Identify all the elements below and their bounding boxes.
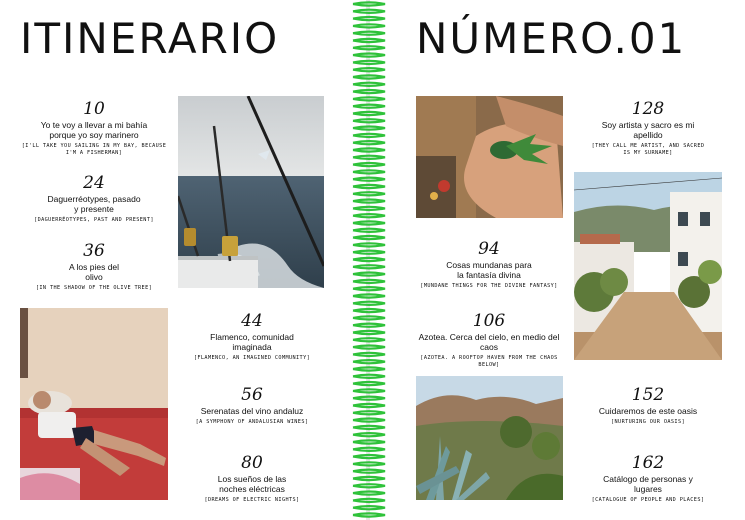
spiral-coil: [353, 24, 385, 27]
toc-entry[interactable]: [412, 312, 566, 369]
fishing-rods-sea-photo: [178, 96, 324, 288]
spiral-coil: [353, 32, 385, 35]
spiral-coil: [353, 83, 385, 86]
page-number: 24: [83, 173, 105, 193]
spiral-coil: [353, 309, 385, 312]
spiral-coil: [353, 382, 385, 385]
spiral-coil: [353, 236, 385, 239]
spiral-coil: [353, 163, 385, 166]
spiral-coil: [353, 353, 385, 356]
spiral-coil: [353, 61, 385, 64]
hands-crafting-photo: [416, 96, 563, 218]
spiral-coil: [353, 39, 385, 42]
entry-title-es: Serenatas del vino andaluz: [200, 406, 304, 416]
spiral-coil: [353, 170, 385, 173]
spiral-coil: [353, 112, 385, 115]
spiral-coil: [353, 273, 385, 276]
page-number: 152: [631, 385, 665, 405]
spiral-coil: [353, 97, 385, 100]
spiral-coil: [353, 397, 385, 400]
toc-entry[interactable]: [172, 454, 332, 504]
spiral-coil: [353, 462, 385, 465]
spiral-coil: [353, 265, 385, 268]
toc-entry[interactable]: [18, 242, 170, 292]
spiral-coil: [353, 338, 385, 341]
spiral-coil: [353, 141, 385, 144]
spiral-binding: [349, 0, 389, 520]
entry-title-es: Yo te voy a llevar a mi bahía porque yo soy marinero: [40, 120, 148, 140]
spiral-coil: [353, 207, 385, 210]
spiral-coil: [353, 214, 385, 217]
spiral-coil: [353, 455, 385, 458]
spiral-coil: [353, 492, 385, 495]
spiral-coil: [353, 513, 385, 516]
spiral-coil: [353, 280, 385, 283]
agave-landscape-photo: [416, 376, 563, 500]
toc-entry[interactable]: [172, 386, 332, 426]
entry-title-es: Azotea. Cerca del cielo, en medio del caos: [418, 332, 560, 352]
village-street-photo: [574, 172, 722, 360]
entry-title-en: [THEY CALL ME ARTIST, AND SACRED IS MY SURNAME]: [591, 143, 705, 156]
entry-title-es: A los pies del olivo: [68, 262, 120, 282]
page-number: 162: [631, 453, 665, 473]
entry-title-en: [AZOTEA. A ROOFTOP HAVEN FROM THE CHAOS BELOW]: [420, 355, 558, 368]
spiral-coil: [353, 324, 385, 327]
spiral-coil: [353, 192, 385, 195]
spiral-coil: [353, 200, 385, 203]
spiral-coil: [353, 243, 385, 246]
spiral-coil: [353, 375, 385, 378]
spiral-coil: [353, 367, 385, 370]
spiral-coil: [353, 105, 385, 108]
spiral-coil: [353, 426, 385, 429]
spiral-coil: [353, 148, 385, 151]
spiral-coil: [353, 119, 385, 122]
toc-entry[interactable]: [412, 240, 566, 290]
spiral-coil: [353, 419, 385, 422]
man-on-bed-photo: [20, 308, 168, 500]
page-number: 44: [241, 311, 263, 331]
spiral-coil: [353, 294, 385, 297]
spiral-coil: [353, 389, 385, 392]
toc-entry[interactable]: [18, 100, 170, 157]
title-right: NÚMERO.01: [416, 14, 687, 63]
page-number: 36: [83, 241, 105, 261]
spiral-coil: [353, 134, 385, 137]
entry-title-es: Cosas mundanas para la fantasía divina: [446, 260, 532, 280]
entry-title-en: [CATALOGUE OF PEOPLE AND PLACES]: [591, 497, 705, 503]
spiral-coil: [353, 411, 385, 414]
page-number: 106: [472, 311, 506, 331]
spiral-coil: [353, 302, 385, 305]
toc-entry[interactable]: [172, 312, 332, 362]
spiral-coil: [353, 499, 385, 502]
entry-title-es: Flamenco, comunidad imaginada: [210, 332, 294, 352]
entry-title-en: [FLAMENCO, AN IMAGINED COMMUNITY]: [193, 355, 311, 361]
entry-title-es: Daguerréotypes, pasado y presente: [47, 194, 141, 214]
spiral-coil: [353, 484, 385, 487]
spiral-coil: [353, 251, 385, 254]
spiral-coil: [353, 360, 385, 363]
toc-entry[interactable]: [18, 174, 170, 224]
page-number: 128: [631, 99, 665, 119]
spiral-coil: [353, 127, 385, 130]
entry-title-es: Cuidaremos de este oasis: [598, 406, 698, 416]
toc-entry[interactable]: [572, 386, 724, 426]
spiral-coil: [353, 178, 385, 181]
entry-title-en: [I'LL TAKE YOU SAILING IN MY BAY, BECAUSE I'M A FISHERMAN]: [21, 143, 167, 156]
spiral-coil: [353, 75, 385, 78]
spiral-coil: [353, 156, 385, 159]
entry-title-es: Soy artista y sacro es mi apellido: [601, 120, 695, 140]
spiral-coil: [353, 433, 385, 436]
entry-title-en: [A SYMPHONY OF ANDALUSIAN WINES]: [195, 419, 309, 425]
entry-title-en: [DAGUERRÉOTYPES, PAST AND PRESENT]: [34, 217, 154, 223]
page-number: 10: [83, 99, 105, 119]
spiral-coil: [353, 287, 385, 290]
spiral-coil: [353, 221, 385, 224]
toc-entry[interactable]: [572, 100, 724, 157]
title-left: ITINERARIO: [20, 14, 280, 63]
spiral-coil: [353, 10, 385, 13]
spiral-coil: [353, 229, 385, 232]
entry-title-en: [MUNDANE THINGS FOR THE DIVINE FANTASY]: [420, 283, 558, 289]
spiral-coil: [353, 258, 385, 261]
spiral-coil: [353, 346, 385, 349]
spiral-coil: [353, 2, 385, 5]
spiral-coil: [353, 477, 385, 480]
spiral-coil: [353, 46, 385, 49]
page-number: 56: [241, 385, 263, 405]
spiral-coil: [353, 90, 385, 93]
entry-title-en: [IN THE SHADOW OF THE OLIVE TREE]: [35, 285, 153, 291]
spiral-coil: [353, 440, 385, 443]
page-number: 80: [241, 453, 263, 473]
spiral-coil: [353, 404, 385, 407]
entry-title-en: [NURTURING OUR OASIS]: [611, 419, 685, 425]
spiral-coil: [353, 470, 385, 473]
entry-title-es: Los sueños de las noches eléctricas: [217, 474, 287, 494]
entry-title-es: Catálogo de personas y lugares: [603, 474, 693, 494]
page-number: 94: [478, 239, 500, 259]
toc-entry[interactable]: [572, 454, 724, 504]
spiral-coil: [353, 17, 385, 20]
entry-title-en: [DREAMS OF ELECTRIC NIGHTS]: [204, 497, 300, 503]
spiral-coil: [353, 331, 385, 334]
spiral-coil: [353, 185, 385, 188]
spiral-coil: [353, 448, 385, 451]
spiral-coil: [353, 54, 385, 57]
spiral-coil: [353, 506, 385, 509]
spiral-coil: [353, 68, 385, 71]
spiral-coil: [353, 316, 385, 319]
